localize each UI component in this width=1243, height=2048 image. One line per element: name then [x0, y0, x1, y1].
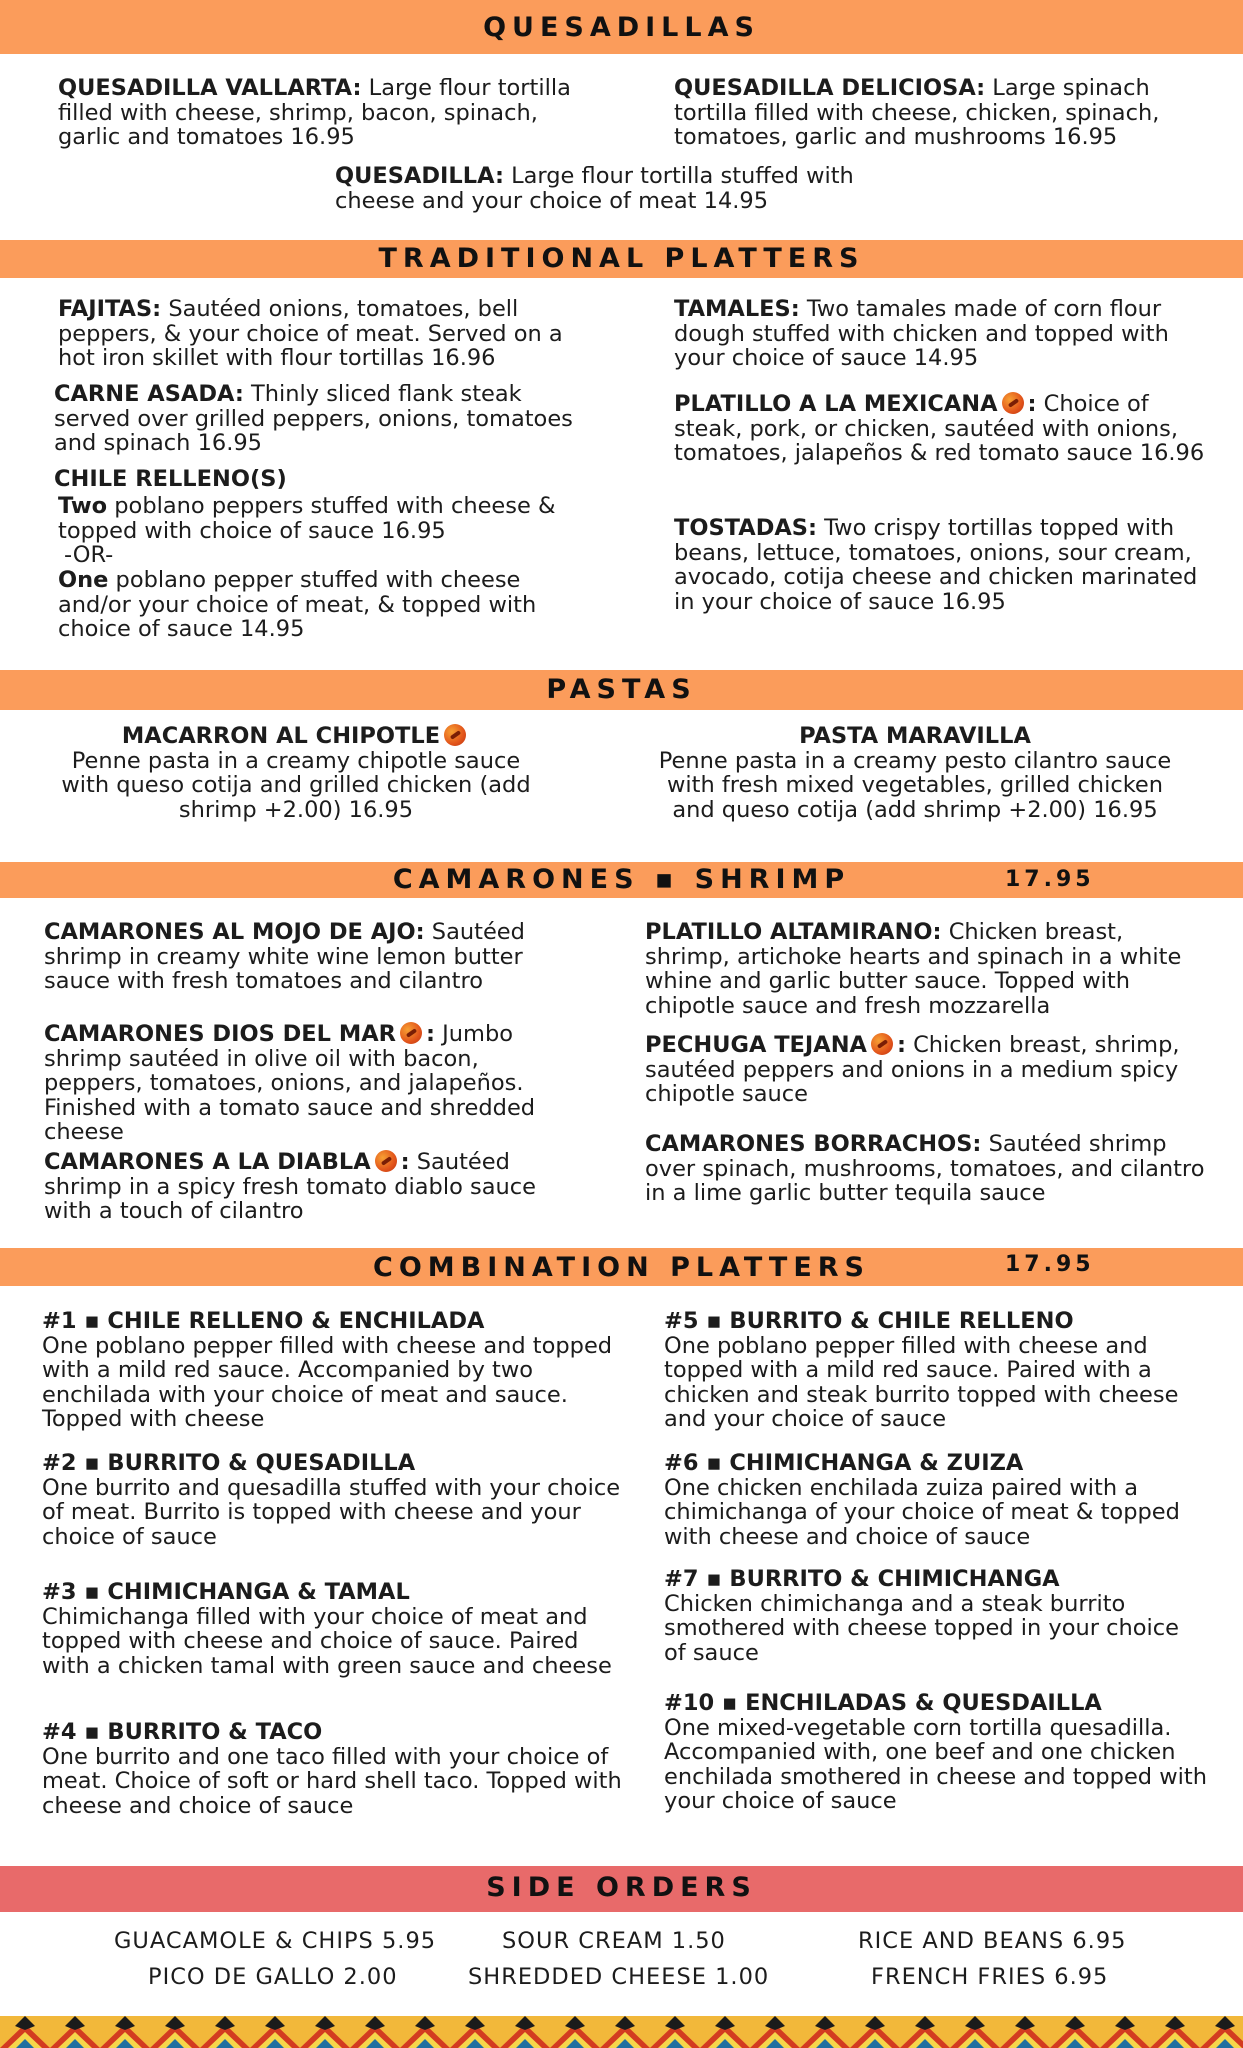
- item-name: #3 ▪ CHIMICHANGA & TAMAL: [42, 1579, 410, 1605]
- menu-item-combo-5: [664, 1309, 1204, 1432]
- item-colon: :: [425, 1021, 435, 1047]
- item-qty: One: [58, 567, 109, 593]
- item-desc: Jumbo shrimp sautéed in olive oil with bacon, peppers, tomatoes, onions, and jalapeños. Finished with a tomato sauce and shredded cheese: [44, 1021, 536, 1145]
- side-item: FRENCH FRIES 6.95: [871, 1964, 1109, 1990]
- section-title-traditional: TRADITIONAL PLATTERS: [378, 243, 865, 274]
- item-name: FAJITAS:: [58, 296, 162, 322]
- menu-item-chile-relleno: [54, 467, 594, 492]
- menu-item-platillo-altamirano: [645, 920, 1215, 1018]
- chili-pepper-icon: [400, 1022, 422, 1044]
- item-name: MACARRON AL CHIPOTLE: [121, 723, 441, 749]
- side-item: GUACAMOLE & CHIPS 5.95: [114, 1928, 437, 1954]
- item-desc: Sautéed shrimp over spinach, mushrooms, tomatoes, and cilantro in a lime garlic butter tequila sauce: [645, 1131, 1205, 1206]
- item-desc: Large spinach tortilla filled with cheese, chicken, spinach, tomatoes, garlic and mushrooms 16.95: [674, 75, 1160, 150]
- menu-item-combo-6: [664, 1451, 1204, 1549]
- item-desc: Chimichanga filled with your choice of meat and topped with cheese and choice of sauce. Paired with a chicken tamal with green sauce and cheese: [42, 1603, 612, 1679]
- menu-item-combo-4: [42, 1720, 627, 1818]
- menu-item-combo-1: [42, 1309, 622, 1432]
- item-desc: Two crispy tortillas topped with beans, lettuce, tomatoes, onions, sour cream, avocado, cotija cheese and chicken marinated in your choice of sauce 16.95: [674, 515, 1198, 615]
- menu-item-tamales: [674, 297, 1209, 371]
- item-colon: :: [400, 1149, 410, 1175]
- menu-item-macarron-chipotle: [56, 724, 536, 822]
- item-desc: Large flour tortilla filled with cheese, shrimp, bacon, spinach, garlic and tomatoes 16.95: [58, 75, 571, 150]
- item-name: PLATILLO ALTAMIRANO:: [645, 919, 942, 945]
- item-name: #1 ▪ CHILE RELLENO & ENCHILADA: [42, 1308, 485, 1334]
- item-desc: Sautéed shrimp in a spicy fresh tomato diablo sauce with a touch of cilantro: [44, 1149, 536, 1224]
- or-separator: -OR-: [64, 542, 114, 568]
- item-desc: One burrito and one taco filled with your choice of meat. Choice of soft or hard shell taco. Topped with cheese and choice of sauce: [42, 1743, 622, 1819]
- item-name: #5 ▪ BURRITO & CHILE RELLENO: [664, 1308, 1074, 1334]
- side-item: SOUR CREAM 1.50: [502, 1928, 726, 1954]
- section-title-combination: COMBINATION PLATTERS: [373, 1252, 870, 1283]
- chili-pepper-icon: [1002, 392, 1024, 414]
- item-name: CAMARONES A LA DIABLA: [44, 1149, 371, 1175]
- item-name: QUESADILLA DELICIOSA:: [674, 75, 986, 101]
- item-name: CHILE RELLENO(S): [54, 466, 287, 492]
- item-desc: poblano peppers stuffed with cheese & topped with choice of sauce 16.95: [58, 493, 556, 544]
- menu-item-quesadilla: [335, 164, 875, 213]
- menu-item-combo-7: [664, 1567, 1204, 1665]
- menu-item-chile-relleno-two: [58, 494, 578, 543]
- menu-item-combo-2: [42, 1451, 622, 1549]
- side-item: PICO DE GALLO 2.00: [148, 1964, 398, 1990]
- menu-item-pasta-maravilla: [650, 724, 1180, 822]
- section-price: 17.95: [1005, 867, 1095, 892]
- item-desc: poblano pepper stuffed with cheese and/or your choice of meat, & topped with choice of sauce 14.95: [58, 567, 537, 642]
- item-name: QUESADILLA:: [335, 163, 504, 189]
- item-name: #4 ▪ BURRITO & TACO: [42, 1719, 323, 1745]
- item-colon: :: [896, 1032, 906, 1058]
- menu-item-camarones-dios: [44, 1022, 579, 1145]
- item-name: PECHUGA TEJANA: [645, 1032, 867, 1058]
- item-desc: Chicken breast, shrimp, sautéed peppers and onions in a medium spicy chipotle sauce: [645, 1032, 1180, 1107]
- item-colon: :: [1027, 391, 1037, 417]
- chili-pepper-icon: [375, 1150, 397, 1172]
- item-desc: Choice of steak, pork, or chicken, sautéed with onions, tomatoes, jalapeños & red tomato sauce 16.96: [674, 391, 1205, 466]
- side-item: SHREDDED CHEESE 1.00: [468, 1964, 770, 1990]
- section-title-shrimp: CAMARONES ▪ SHRIMP: [392, 864, 851, 895]
- item-name: CAMARONES AL MOJO DE AJO:: [44, 919, 425, 945]
- item-desc: Two tamales made of corn flour dough stuffed with chicken and topped with your choice of sauce 14.95: [674, 296, 1169, 371]
- item-desc: One chicken enchilada zuiza paired with a chimichanga of your choice of meat & topped with cheese and choice of sauce: [664, 1474, 1180, 1550]
- item-desc: Thinly sliced flank steak served over grilled peppers, onions, tomatoes and spinach 16.95: [54, 381, 573, 456]
- item-desc: Chicken breast, shrimp, artichoke hearts and spinach in a white whine and garlic butter sauce. Topped with chipotle sauce and fresh mozzarella: [645, 919, 1182, 1019]
- menu-item-camarones-diabla: [44, 1150, 574, 1224]
- item-qty: Two: [58, 493, 108, 519]
- item-desc: One mixed-vegetable corn tortilla quesadilla. Accompanied with, one beef and one chicken enchilada smothered in cheese and topped with your choice of sauce: [664, 1714, 1207, 1814]
- item-desc: One burrito and quesadilla stuffed with your choice of meat. Burrito is topped with cheese and your choice of sauce: [42, 1474, 621, 1550]
- item-desc: Penne pasta in a creamy chipotle sauce with queso cotija and grilled chicken (add shrimp +2.00) 16.95: [61, 747, 531, 823]
- item-name: PASTA MARAVILLA: [799, 723, 1031, 749]
- chili-pepper-icon: [444, 724, 466, 746]
- menu-item-pechuga-tejana: [645, 1033, 1205, 1107]
- menu-item-chile-relleno-one: [58, 568, 578, 642]
- menu-item-platillo-mexicana: [674, 392, 1209, 466]
- menu-item-quesadilla-vallarta: [58, 76, 578, 150]
- side-item: RICE AND BEANS 6.95: [858, 1928, 1127, 1954]
- item-desc: Sautéed shrimp in creamy white wine lemon butter sauce with fresh tomatoes and cilantro: [44, 919, 525, 994]
- menu-item-camarones-mojo: [44, 920, 574, 994]
- section-title-side-orders: SIDE ORDERS: [486, 1872, 757, 1903]
- item-desc: Sautéed onions, tomatoes, bell peppers, & your choice of meat. Served on a hot iron skillet with flour tortillas 16.96: [58, 296, 563, 371]
- section-title-quesadillas: QUESADILLAS: [483, 12, 760, 43]
- menu-item-fajitas: [58, 297, 578, 371]
- item-name: TAMALES:: [674, 296, 800, 322]
- item-desc: One poblano pepper filled with cheese and topped with a mild red sauce. Paired with a chicken and steak burrito topped with cheese and your choice of sauce: [664, 1332, 1179, 1432]
- item-name: CARNE ASADA:: [54, 381, 244, 407]
- item-name: #10 ▪ ENCHILADAS & QUESDAILLA: [664, 1690, 1102, 1716]
- item-name: QUESADILLA VALLARTA:: [58, 75, 362, 101]
- item-name: #7 ▪ BURRITO & CHIMICHANGA: [664, 1566, 1060, 1592]
- item-name: #6 ▪ CHIMICHANGA & ZUIZA: [664, 1450, 1024, 1476]
- item-name: PLATILLO A LA MEXICANA: [674, 391, 998, 417]
- menu-item-combo-3: [42, 1580, 627, 1678]
- item-desc: Chicken chimichanga and a steak burrito smothered with cheese topped in your choice of sauce: [664, 1590, 1179, 1666]
- item-name: TOSTADAS:: [674, 515, 817, 541]
- section-title-pastas: PASTAS: [546, 674, 697, 705]
- item-desc: Large flour tortilla stuffed with cheese and your choice of meat 14.95: [335, 163, 854, 214]
- menu-item-quesadilla-deliciosa: [674, 76, 1204, 150]
- section-price: 17.95: [1005, 1252, 1095, 1277]
- menu-item-carne-asada: [54, 382, 574, 456]
- item-desc: Penne pasta in a creamy pesto cilantro sauce with fresh mixed vegetables, grilled chicken and queso cotija (add shrimp +2.00) 16.95: [658, 747, 1172, 823]
- chili-pepper-icon: [871, 1033, 893, 1055]
- item-name: CAMARONES DIOS DEL MAR: [44, 1021, 396, 1047]
- menu-item-camarones-borrachos: [645, 1132, 1205, 1206]
- menu-item-combo-10: [664, 1691, 1214, 1814]
- decorative-border: [0, 2016, 1243, 2048]
- item-name: #2 ▪ BURRITO & QUESADILLA: [42, 1450, 416, 1476]
- menu-item-tostadas: [674, 516, 1209, 614]
- item-desc: One poblano pepper filled with cheese and topped with a mild red sauce. Accompanied by two enchilada with your choice of meat and sauce. Topped with cheese: [42, 1332, 613, 1432]
- item-name: CAMARONES BORRACHOS:: [645, 1131, 982, 1157]
